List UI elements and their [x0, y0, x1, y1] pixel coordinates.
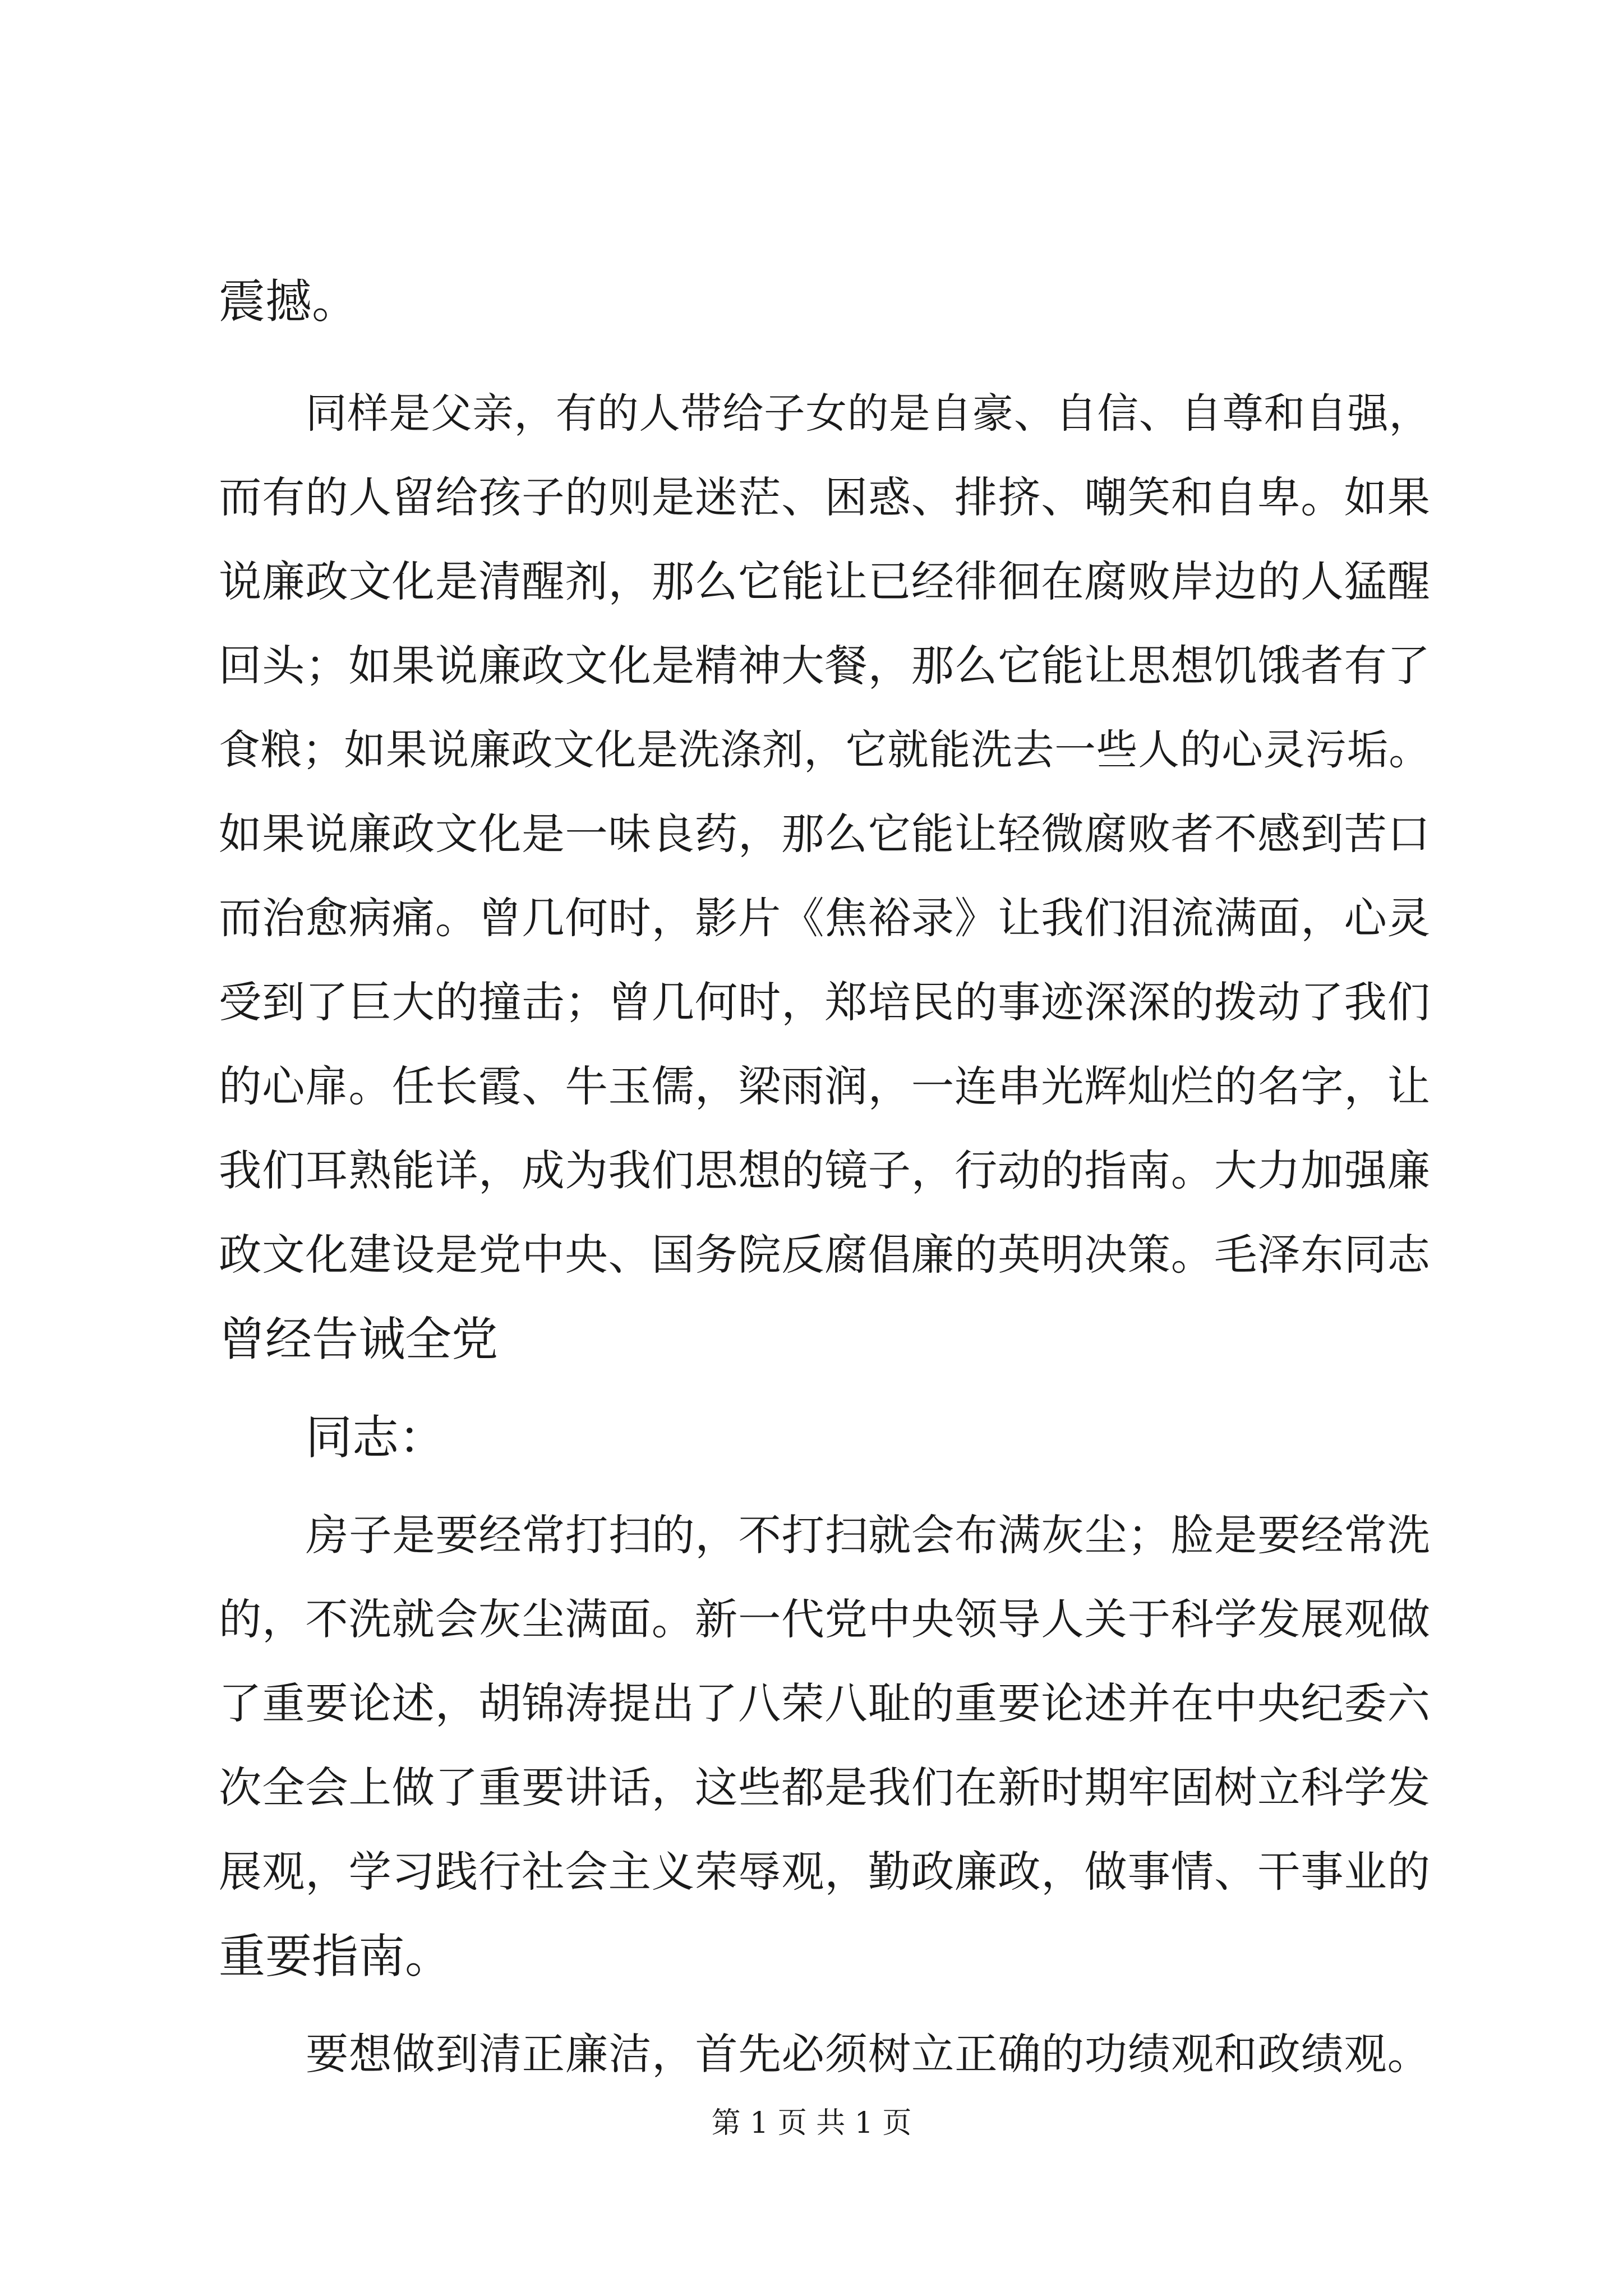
paragraph-line: 食粮；如果说廉政文化是洗涤剂，它就能洗去一些人的心灵污垢。 — [219, 726, 1430, 774]
paragraph-line: 如果说廉政文化是一味良药，那么它能让轻微腐败者不感到苦口 — [219, 809, 1430, 859]
paragraph-line: 曾经告诫全党 — [219, 1312, 498, 1366]
paragraph-line: 的心扉。任长霞、牛玉儒，梁雨润，一连串光辉灿烂的名字，让 — [219, 1062, 1430, 1112]
paragraph-line: 房子是要经常打扫的，不打扫就会布满灰尘；脸是要经常洗 — [306, 1511, 1430, 1561]
page-number-footer: 第 1 页 共 1 页 — [711, 2106, 912, 2140]
paragraph-line: 受到了巨大的撞击；曾几何时，郑培民的事迹深深的拨动了我们 — [219, 978, 1430, 1028]
paragraph-line: 要想做到清正廉洁，首先必须树立正确的功绩观和政绩观。 — [306, 2030, 1430, 2079]
paragraph-line: 的，不洗就会灰尘满面。新一代党中央领导人关于科学发展观做 — [219, 1595, 1430, 1645]
paragraph-line: 同志： — [306, 1410, 445, 1465]
paragraph-line: 而治愈病痛。曾几何时，影片《焦裕录》让我们泪流满面，心灵 — [219, 894, 1430, 944]
paragraph-line: 我们耳熟能详，成为我们思想的镜子，行动的指南。大力加强廉 — [219, 1146, 1430, 1196]
paragraph-line: 次全会上做了重要讲话，这些都是我们在新时期牢固树立科学发 — [219, 1763, 1430, 1813]
paragraph-line: 重要指南。 — [219, 1929, 451, 1984]
paragraph-line: 了重要论述，胡锦涛提出了八荣八耻的重要论述并在中央纪委六 — [219, 1679, 1430, 1729]
paragraph-line: 展观，学习践行社会主义荣辱观，勤政廉政，做事情、干事业的 — [219, 1847, 1430, 1897]
paragraph-line: 震撼。 — [219, 274, 358, 329]
paragraph-line: 同样是父亲，有的人带给子女的是自豪、自信、自尊和自强， — [306, 390, 1430, 438]
paragraph-line: 回头；如果说廉政文化是精神大餐，那么它能让思想饥饿者有了 — [219, 641, 1430, 691]
paragraph-line: 而有的人留给孩子的则是迷茫、困惑、排挤、嘲笑和自卑。如果 — [219, 473, 1430, 523]
paragraph-line: 政文化建设是党中央、国务院反腐倡廉的英明决策。毛泽东同志 — [219, 1230, 1430, 1280]
paragraph-line: 说廉政文化是清醒剂，那么它能让已经徘徊在腐败岸边的人猛醒 — [219, 557, 1430, 607]
